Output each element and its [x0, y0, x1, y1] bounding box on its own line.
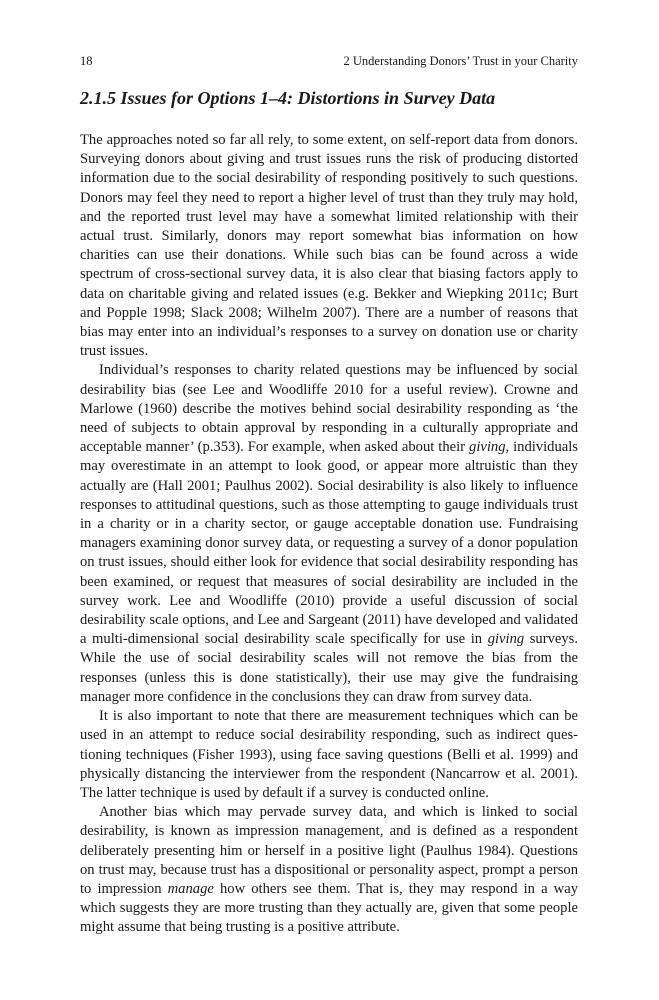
text-run: Individual’s responses to charity related questions may be influenced by social desirability bias (see Lee and Woodliffe 2010 for a useful review). Crowne and Marlowe (1960) describe the motives behind social desirability responding as ‘the need of subjects to obtain approval by responding in a culturally appropriate and acceptable manner’ (p.353). For example, when asked about their: [80, 362, 578, 456]
body-paragraph: [80, 803, 578, 937]
running-head: [80, 52, 578, 70]
text-run: , individuals may overestimate in an attempt to look good, or appear more altruistic than they actually are (Hall 2001; Paulhus 2002). Social desirability is also likely to influence responses to attitudinal questions, such as those attempting to gauge individuals trust in a charity or in a charity sector, or gauge acceptable donation use. Fundraising managers examining donor survey data, or requesting a survey of a donor population on trust issues, should either look for evidence that social desirability responding has been examined, or request that measures of social desirability are included in the survey work. Lee and Woodliffe (2010) provide a useful discussion of social desirability scale options, and Lee and Sargeant (2011) have developed and validated a multi-dimensional social desirability scale specifically for use in: [80, 439, 578, 648]
italic-term: giving: [487, 631, 525, 648]
text-run: It is also important to note that there are measurement techniques which can be used in an attempt to reduce social desirability responding, such as indirect questioning techniques (Fisher 1993), using face saving questions (Belli et al. 1999) and physically distancing the interviewer from the respondent (Nancarrow et al. 2001). The latter technique is used by default if a survey is conducted online.: [80, 708, 578, 801]
italic-term: manage: [167, 880, 214, 897]
body-paragraph: [80, 361, 578, 707]
body-paragraph: [80, 131, 578, 361]
text-run: how others see them. That is, they may respond in a way which suggests they are more trusting than they actually are, given that some people might assume that being trusting is a positive attribute.: [80, 880, 578, 936]
page-number: 18: [80, 54, 93, 68]
text-run: Another bias which may pervade survey data, and which is linked to social desirability, is known as impression management, and is defined as a respondent deliberately presenting him or herself in a positive light (Paulhus 1984). Questions on trust may, because trust has a dispositional or personality aspect, prompt a person to impression: [80, 804, 578, 897]
section-heading: 2.1.5 Issues for Options 1–4: Distortions in Survey Data: [80, 88, 496, 108]
body-paragraph: [80, 707, 578, 803]
running-title: 2 Understanding Donors’ Trust in your Charity: [343, 54, 578, 68]
body-text: [80, 131, 578, 938]
italic-term: giving: [469, 439, 506, 456]
text-run: surveys. While the use of social desirability scales will not remove the bias from the responses (unless this is done statistically), their use may give the fundraising manager more confidence in the conclusions they can draw from survey data.: [80, 631, 578, 705]
text-run: The approaches noted so far all rely, to some extent, on self-report data from donors. Surveying donors about giving and trust issues runs the risk of producing distorted information due to the social desirability of responding positively to such questions. Donors may feel they need to report a higher level of trust than they truly may hold, and the reported trust level may have a somewhat limited relationship with their actual trust. Similarly, donors may report somewhat bias information on how charities can use their donations. While such bias can be found across a wide spectrum of cross-sectional survey data, it is also clear that biasing factors apply to data on charitable giving and related issues (e.g. Bekker and Wiepking 2011c; Burt and Popple 1998; Slack 2008; Wilhelm 2007). There are a number of reasons that bias may enter into an individual’s responses to a survey on donation use or charity trust issues.: [80, 132, 578, 360]
